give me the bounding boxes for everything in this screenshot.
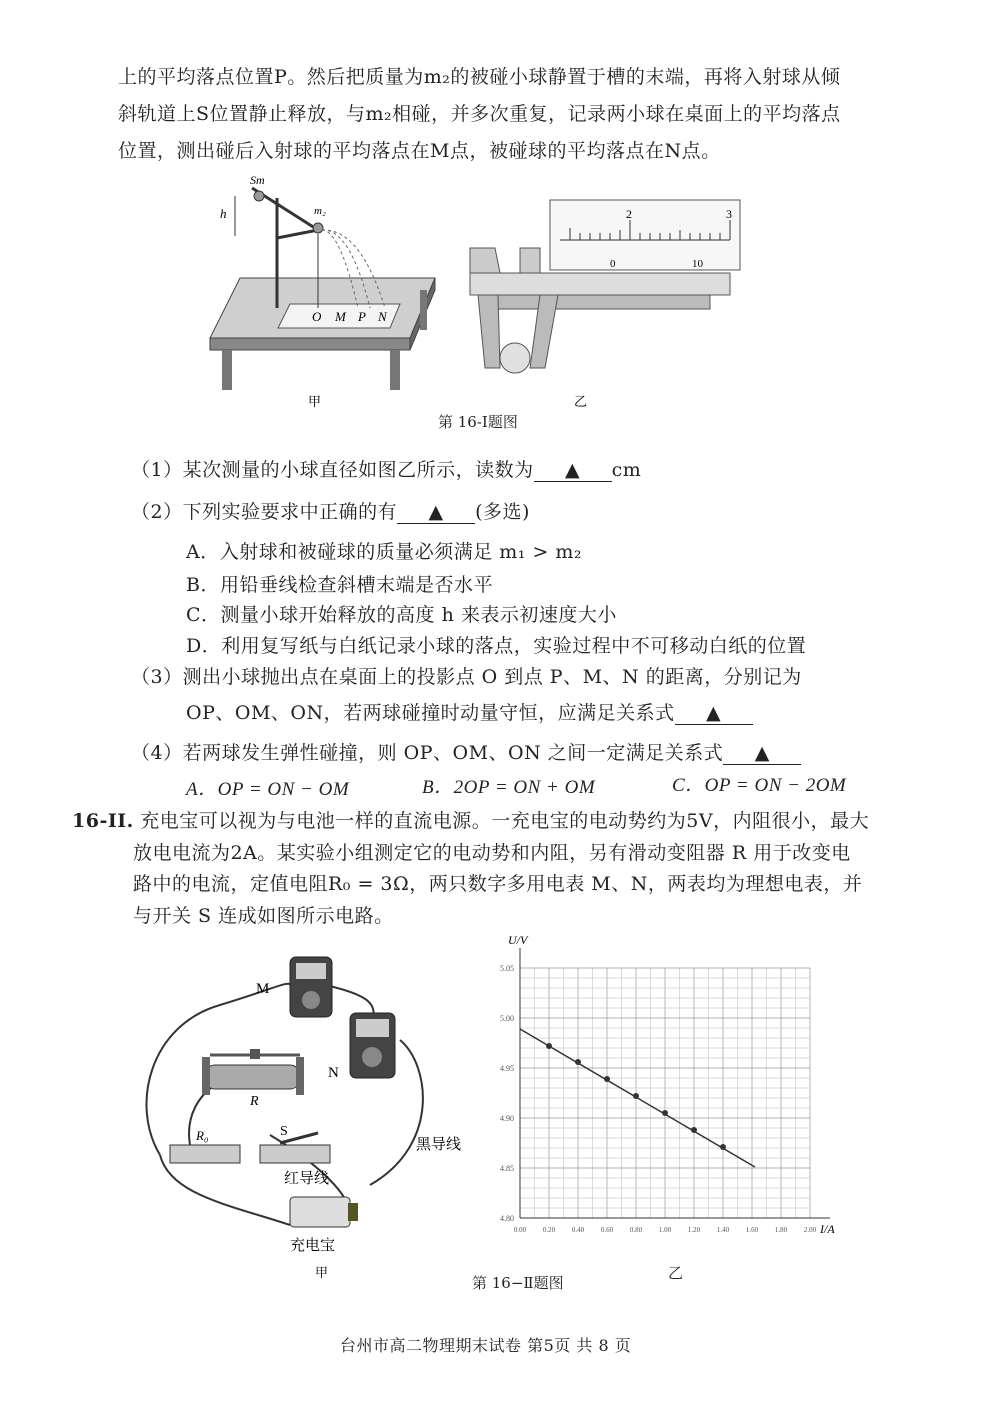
x-tick-label: 0.00: [513, 1226, 527, 1234]
x-tick-label: 2.00: [803, 1226, 817, 1234]
question-4-number: （4）: [131, 742, 183, 764]
sm-label: Sm: [250, 173, 265, 187]
figure-16-1-caption: 第 16-Ⅰ题图: [438, 413, 518, 431]
question-1-answer-blank[interactable]: ▲: [534, 459, 612, 482]
data-point: [691, 1127, 697, 1133]
question-4-answer-blank[interactable]: ▲: [723, 742, 801, 765]
chart-y-label: U/V: [508, 933, 528, 947]
power-bank-label: 充电宝: [290, 1238, 336, 1254]
question-3-number: （3）: [131, 666, 183, 688]
question-2-number: （2）: [131, 501, 183, 523]
track-label-m: M: [335, 309, 346, 324]
x-tick-label: 1.40: [716, 1226, 730, 1234]
y-tick-label: 4.90: [500, 1114, 514, 1123]
main-scale-2: 2: [626, 207, 632, 221]
question-3-text: 测出小球抛出点在桌面上的投影点 O 到点 P、M、N 的距离，分别记为: [182, 666, 802, 688]
question-2-answer-blank[interactable]: ▲: [397, 501, 475, 524]
question-3: [131, 662, 802, 689]
question-2: [131, 497, 530, 524]
question-4: [131, 738, 801, 765]
y-tick-label: 4.80: [500, 1214, 514, 1223]
h-label: h: [220, 206, 227, 221]
caliper-figure: [470, 200, 740, 408]
track-label-o: O: [312, 309, 322, 324]
intro-line-3: 位置，测出碰后入射球的平均落点在M点，被碰球的平均落点在N点。: [118, 140, 721, 162]
x-tick-label: 1.00: [658, 1226, 672, 1234]
data-point: [575, 1059, 581, 1065]
data-point: [546, 1043, 552, 1049]
data-point: [604, 1076, 610, 1082]
intro-line-1: 上的平均落点位置P。然后把质量为m₂的被碰小球静置于槽的末端，再将入射球从倾: [118, 66, 841, 88]
figure-16-1: [200, 168, 750, 408]
track-label-p: P: [358, 309, 366, 324]
y-tick-label: 5.00: [500, 1014, 514, 1023]
main-scale-3: 3: [726, 207, 732, 221]
y-tick-label: 5.05: [500, 964, 514, 973]
question-2-option-b: B．用铅垂线检查斜槽末端是否水平: [186, 574, 493, 596]
intro-line-2: 斜轨道上S位置静止释放，与m₂相碰，并多次重复，记录两小球在桌面上的平均落点: [118, 103, 841, 125]
q16b-line-3: 路中的电流，定值电阻R₀ = 3Ω，两只数字多用电表 M、N，两表均为理想电表，并: [133, 873, 863, 895]
track-label-n: N: [378, 309, 387, 324]
page-footer: 台州市高二物理期末试卷 第5页 共 8 页: [340, 1336, 632, 1355]
black-wire-label: 黑导线: [416, 1137, 462, 1153]
data-point: [662, 1110, 668, 1116]
u-i-chart: [480, 928, 860, 1258]
y-tick-label: 4.95: [500, 1064, 514, 1073]
circuit-figure: [130, 945, 490, 1290]
question-2-option-c: C．测量小球开始释放的高度 h 来表示初速度大小: [186, 604, 617, 626]
q16b-line-4: 与开关 S 连成如图所示电路。: [133, 905, 394, 927]
m2-label: m₂: [314, 205, 326, 217]
figure-label-jia: 甲: [308, 394, 322, 408]
question-3-line-2: [186, 698, 753, 725]
question-2-text: 下列实验要求中正确的有: [182, 501, 398, 523]
data-point: [633, 1093, 639, 1099]
figure-16-2-caption: 第 16−Ⅱ题图: [472, 1274, 564, 1292]
question-4-option-a: A．OP = ON − OM: [186, 779, 350, 800]
question-2-option-a: A．入射球和被碰球的质量必须满足 m₁ > m₂: [186, 541, 583, 563]
meter-m-label: M: [256, 981, 270, 997]
switch-s-label: S: [280, 1124, 288, 1139]
apparatus-figure: [210, 173, 435, 408]
x-tick-label: 0.40: [571, 1226, 585, 1234]
resistor-r0-label: R₀: [196, 1128, 209, 1143]
x-tick-label: 1.60: [745, 1226, 759, 1234]
question-3-text-2: OP、OM、ON，若两球碰撞时动量守恒，应满足关系式: [186, 702, 675, 724]
question-2-suffix: (多选): [475, 501, 530, 523]
question-1: [131, 455, 641, 482]
data-point: [720, 1144, 726, 1150]
q16b-text-1: 充电宝可以视为与电池一样的直流电源。一充电宝的电动势约为5V，内阻很小，最大: [140, 810, 870, 832]
x-tick-label: 1.20: [687, 1226, 701, 1234]
x-tick-label: 1.80: [774, 1226, 788, 1234]
x-tick-label: 0.20: [542, 1226, 556, 1234]
meter-n-label: N: [328, 1065, 339, 1081]
x-tick-label: 0.80: [629, 1226, 643, 1234]
question-1-unit: cm: [611, 459, 642, 481]
question-1-text: 某次测量的小球直径如图乙所示，读数为: [182, 459, 534, 481]
q16b-line-1: [72, 806, 869, 833]
q16b-line-2: 放电电流为2A。某实验小组测定它的电动势和内阻，另有滑动变阻器 R 用于改变电: [133, 842, 851, 864]
question-4-option-c: C．OP = ON − 2OM: [672, 775, 847, 796]
question-1-number: （1）: [131, 459, 183, 481]
vernier-scale-0: 0: [610, 258, 616, 270]
x-tick-label: 0.60: [600, 1226, 614, 1234]
question-4-text: 若两球发生弹性碰撞，则 OP、OM、ON 之间一定满足关系式: [182, 742, 724, 764]
question-2-option-d: D．利用复写纸与白纸记录小球的落点，实验过程中不可移动白纸的位置: [186, 635, 807, 657]
question-3-answer-blank[interactable]: ▲: [675, 702, 753, 725]
figure-label-yi: 乙: [574, 394, 588, 408]
chart-x-label: I/A: [820, 1222, 835, 1236]
red-wire-label: 红导线: [284, 1171, 330, 1187]
chart-figure-label-yi-text: 乙: [668, 1264, 684, 1282]
q16b-number: 16-II.: [72, 810, 134, 832]
vernier-scale-10: 10: [692, 258, 703, 270]
question-4-option-b: B．2OP = ON + OM: [422, 777, 596, 798]
y-tick-label: 4.85: [500, 1164, 514, 1173]
rheostat-r-label: R: [250, 1094, 259, 1109]
circuit-figure-label-jia: 甲: [315, 1265, 329, 1280]
